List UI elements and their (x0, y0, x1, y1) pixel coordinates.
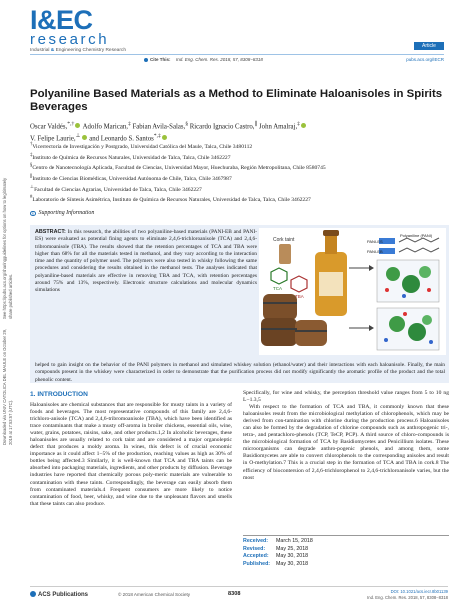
date-accepted: Accepted: May 30, 2018 (243, 553, 309, 560)
citation-bar (30, 54, 444, 63)
abstract-label: ABSTRACT: (35, 229, 66, 235)
cite-icon[interactable] (144, 58, 148, 62)
journal-logo (30, 5, 126, 54)
article-title: Polyaniline Based Materials as a Method to Eliminate Haloanisoles in Spirits Beverages (30, 88, 443, 113)
orcid-icon[interactable] (82, 135, 87, 140)
journal-logo-sub: research (30, 31, 110, 48)
supporting-info-link[interactable]: S Supporting Information (31, 210, 95, 216)
affiliation: ⊥Facultad de Ciencias Agrarias, Universidad de Talca, Talca, Chile 3462227 (30, 184, 202, 193)
intro-column-right (243, 390, 449, 482)
section-heading-introduction: 1. INTRODUCTION (30, 391, 88, 398)
journal-reference: Ind. Eng. Chem. Res. 2018, 57, 8308−8318 (367, 594, 448, 600)
download-note-line1: Downloaded via UNIV CATOLICA DEL MAULE on October 29, 2019 at 17:53:57 (UTC). (2, 328, 13, 445)
doi-block (367, 589, 448, 600)
paragraph: With respect to the formation of TCA and TBA, it commonly known that these haloanisoles result from the microbiological methylation of chlorophenols, which may be derived from con-tamination with chlorine during the production process.6 Haloanisoles can also be formed by the degradation of chlorine compounds such as anthropogenic tri-, tetra-, and pentachloro-phenols (TCP, TeCP, PCP). A third source of chloro-compounds is the microbiological formation of TCA by Basidiomycetes and Penicillium isolates. These microorganisms can degrade anthro-pogenic phenols, and among them, some Basidiomycetes are able to convert chlorophenols to the corresponding anisoles and result in O-methylation.7 This is a crucial step in the formation of TCA and TBA in cork.8 The efficiency of biocontersion of 2,4,6-trichlorophenol to 2,4,6-trichloroanisole varies, but the most (243, 404, 449, 481)
affiliation: #Laboratorio de Síntesis Asimétrica, Instituto de Química de Recursos Naturales, Universidad de Talca, Talca, Chile 3462227 (30, 195, 311, 204)
author-line-2: V. Felipe Laurie,⊥ and Leonardo S. Santos*,‡ (30, 132, 450, 144)
abstract-box (30, 225, 449, 383)
toc-graphic (259, 228, 446, 355)
tca-label: TCA (273, 286, 282, 291)
paragraph: Haloanisoles are chemical substances that are responsible for musty taints in a variety of foods and beverages. The most representative compounds of this family are 2,4,6-trichloro-anisole (TCA) and 2,4,6-tribromoanisole (TBA), which have been identified as trace contaminants that make a musty off-aroma in broiler chickens, essential oils, wine, water, grains, potatoes, raisins, sake, and other products.1,2 In alcoholic beverages, these haloanisoles are usually related to cork taint and are considered a major organoleptic defect that produces a moldy aroma. In wines, this defect is of crucial economic importance as it could affect 1−5% of the production, reaching values as high as 30% of bottles being affected.3 Similarly, it is well-known that TCA and TBA taints can be absorbed into packaging materials, ingredients, and other products by diffusion. Beverage industries have reported that chemically porous poly-meric materials are vulnerable to contamination with these taints. Correspondingly, the beverage can easily absorb them from contaminated materials.4 Frequent consumers are more likely to notice contamination of food, beer, whisky, and wine due to the unpleasant flavors and smells that these taints can also produce. (30, 402, 232, 507)
journal-logo-tagline: Industrial & Engineering Chemistry Research (30, 48, 126, 53)
doi-link[interactable]: DOI: 10.1021/acs.iecr.8b01139 (390, 589, 448, 594)
abstract-text-continued: helped to gain insight on the behavior of the PANI polymers in methanol and simulated whiskey solution (ethanol/water) and their interactions with each haloanisole. Finally, the main compounds present in the whiskey were characterized in order to demonstrate that the purification process did not modify significantly the aromatic profile of the product and the total phenolic content. (35, 362, 445, 383)
cork-taint-label: Cork taint (273, 237, 295, 243)
orcid-icon[interactable] (301, 123, 306, 128)
affiliation: †Vicerrectoría de Investigación y Postgrado, Universidad Católica del Maule, Talca, Chile 3480112 (30, 142, 253, 150)
pani-es-label: PANI-ES (367, 239, 383, 244)
affiliation-list (30, 141, 455, 205)
paragraph: Specifically, for wine and whisky, the perception threshold value ranges from 5 to 10 ng L−1.3,5 (243, 390, 449, 404)
page-footer (30, 586, 448, 600)
publication-dates (243, 535, 449, 568)
date-revised: Revised: May 25, 2018 (243, 545, 309, 552)
date-published: Published: May 30, 2018 (243, 560, 309, 567)
pani-eb-label: PANI-EB (367, 249, 383, 254)
tba-label: TBA (295, 294, 304, 299)
download-note (2, 175, 14, 445)
journal-logo-main: I&EC (30, 5, 93, 35)
cite-label[interactable]: Cite This: (150, 57, 171, 62)
affiliation: ∥Instituto de Ciencias Biomédicas, Universidad Autónoma de Chile, Talca, Chile 3467987 (30, 173, 232, 182)
author-line-1: Oscar Valdés,*,† Adolfo Marican,‡ Fabian Avila-Salas,§ Ricardo Ignacio Castro,∥ John Amalraj,‡ (30, 120, 450, 132)
copyright: © 2018 American Chemical Society (118, 592, 191, 597)
intro-column-left (30, 402, 232, 508)
page-number: 8308 (228, 591, 241, 597)
citation-text: Ind. Eng. Chem. Res. 2018, 57, 8308−8318 (176, 57, 263, 62)
pani-label: Polyaniline (PANI) (400, 233, 433, 238)
acs-publications-logo[interactable]: ACS Publications (30, 591, 88, 598)
author-list (30, 120, 450, 144)
date-received: Received: March 15, 2018 (243, 538, 313, 544)
affiliation: ‡Instituto de Química de Recursos Naturales, Universidad de Talca, Talca, Chile 3462227 (30, 152, 231, 161)
download-note-line2: See https://pubs.acs.org/sharingguidelines for options on how to legitimately share published articles. (2, 177, 13, 319)
acs-logo-icon (30, 591, 36, 597)
article-type-badge: Article (414, 42, 444, 50)
affiliation: §Centro de Nanotecnología Aplicada, Facultad de Ciencias, Universidad Mayor, Huechuraba, Región Metropolitana, Chile 8580745 (30, 163, 326, 172)
abstract-text: ABSTRACT: In this research, the abilities of two polyaniline-based materials (PANI-EB and PANI-ES) were evaluated as potential fining agents to eliminate 2,4,6-trichloroanisole (TCA) and 2,4,6-tribromoanisole (TBA). The results showed that the retention percentages of TCA and TBA were higher than 68% for all the materials tested in methanol, and they vary according to the interaction time and the quantity of polymer used. The polymers were also tested in whisky following the same procedures and considering the results obtained in the methanol tests. The analyses indicated that polyaniline-based materials are effective in removing TBA and TCA, with retention percentages around 75% and 13%, respectively. Electronic structure calculations and molecular dynamics simulations (35, 229, 257, 294)
supporting-info-icon: S (31, 210, 34, 216)
orcid-icon[interactable] (75, 123, 80, 128)
journal-url-link[interactable]: pubs.acs.org/IECR (406, 57, 444, 62)
orcid-icon[interactable] (162, 135, 167, 140)
cork (279, 244, 291, 264)
